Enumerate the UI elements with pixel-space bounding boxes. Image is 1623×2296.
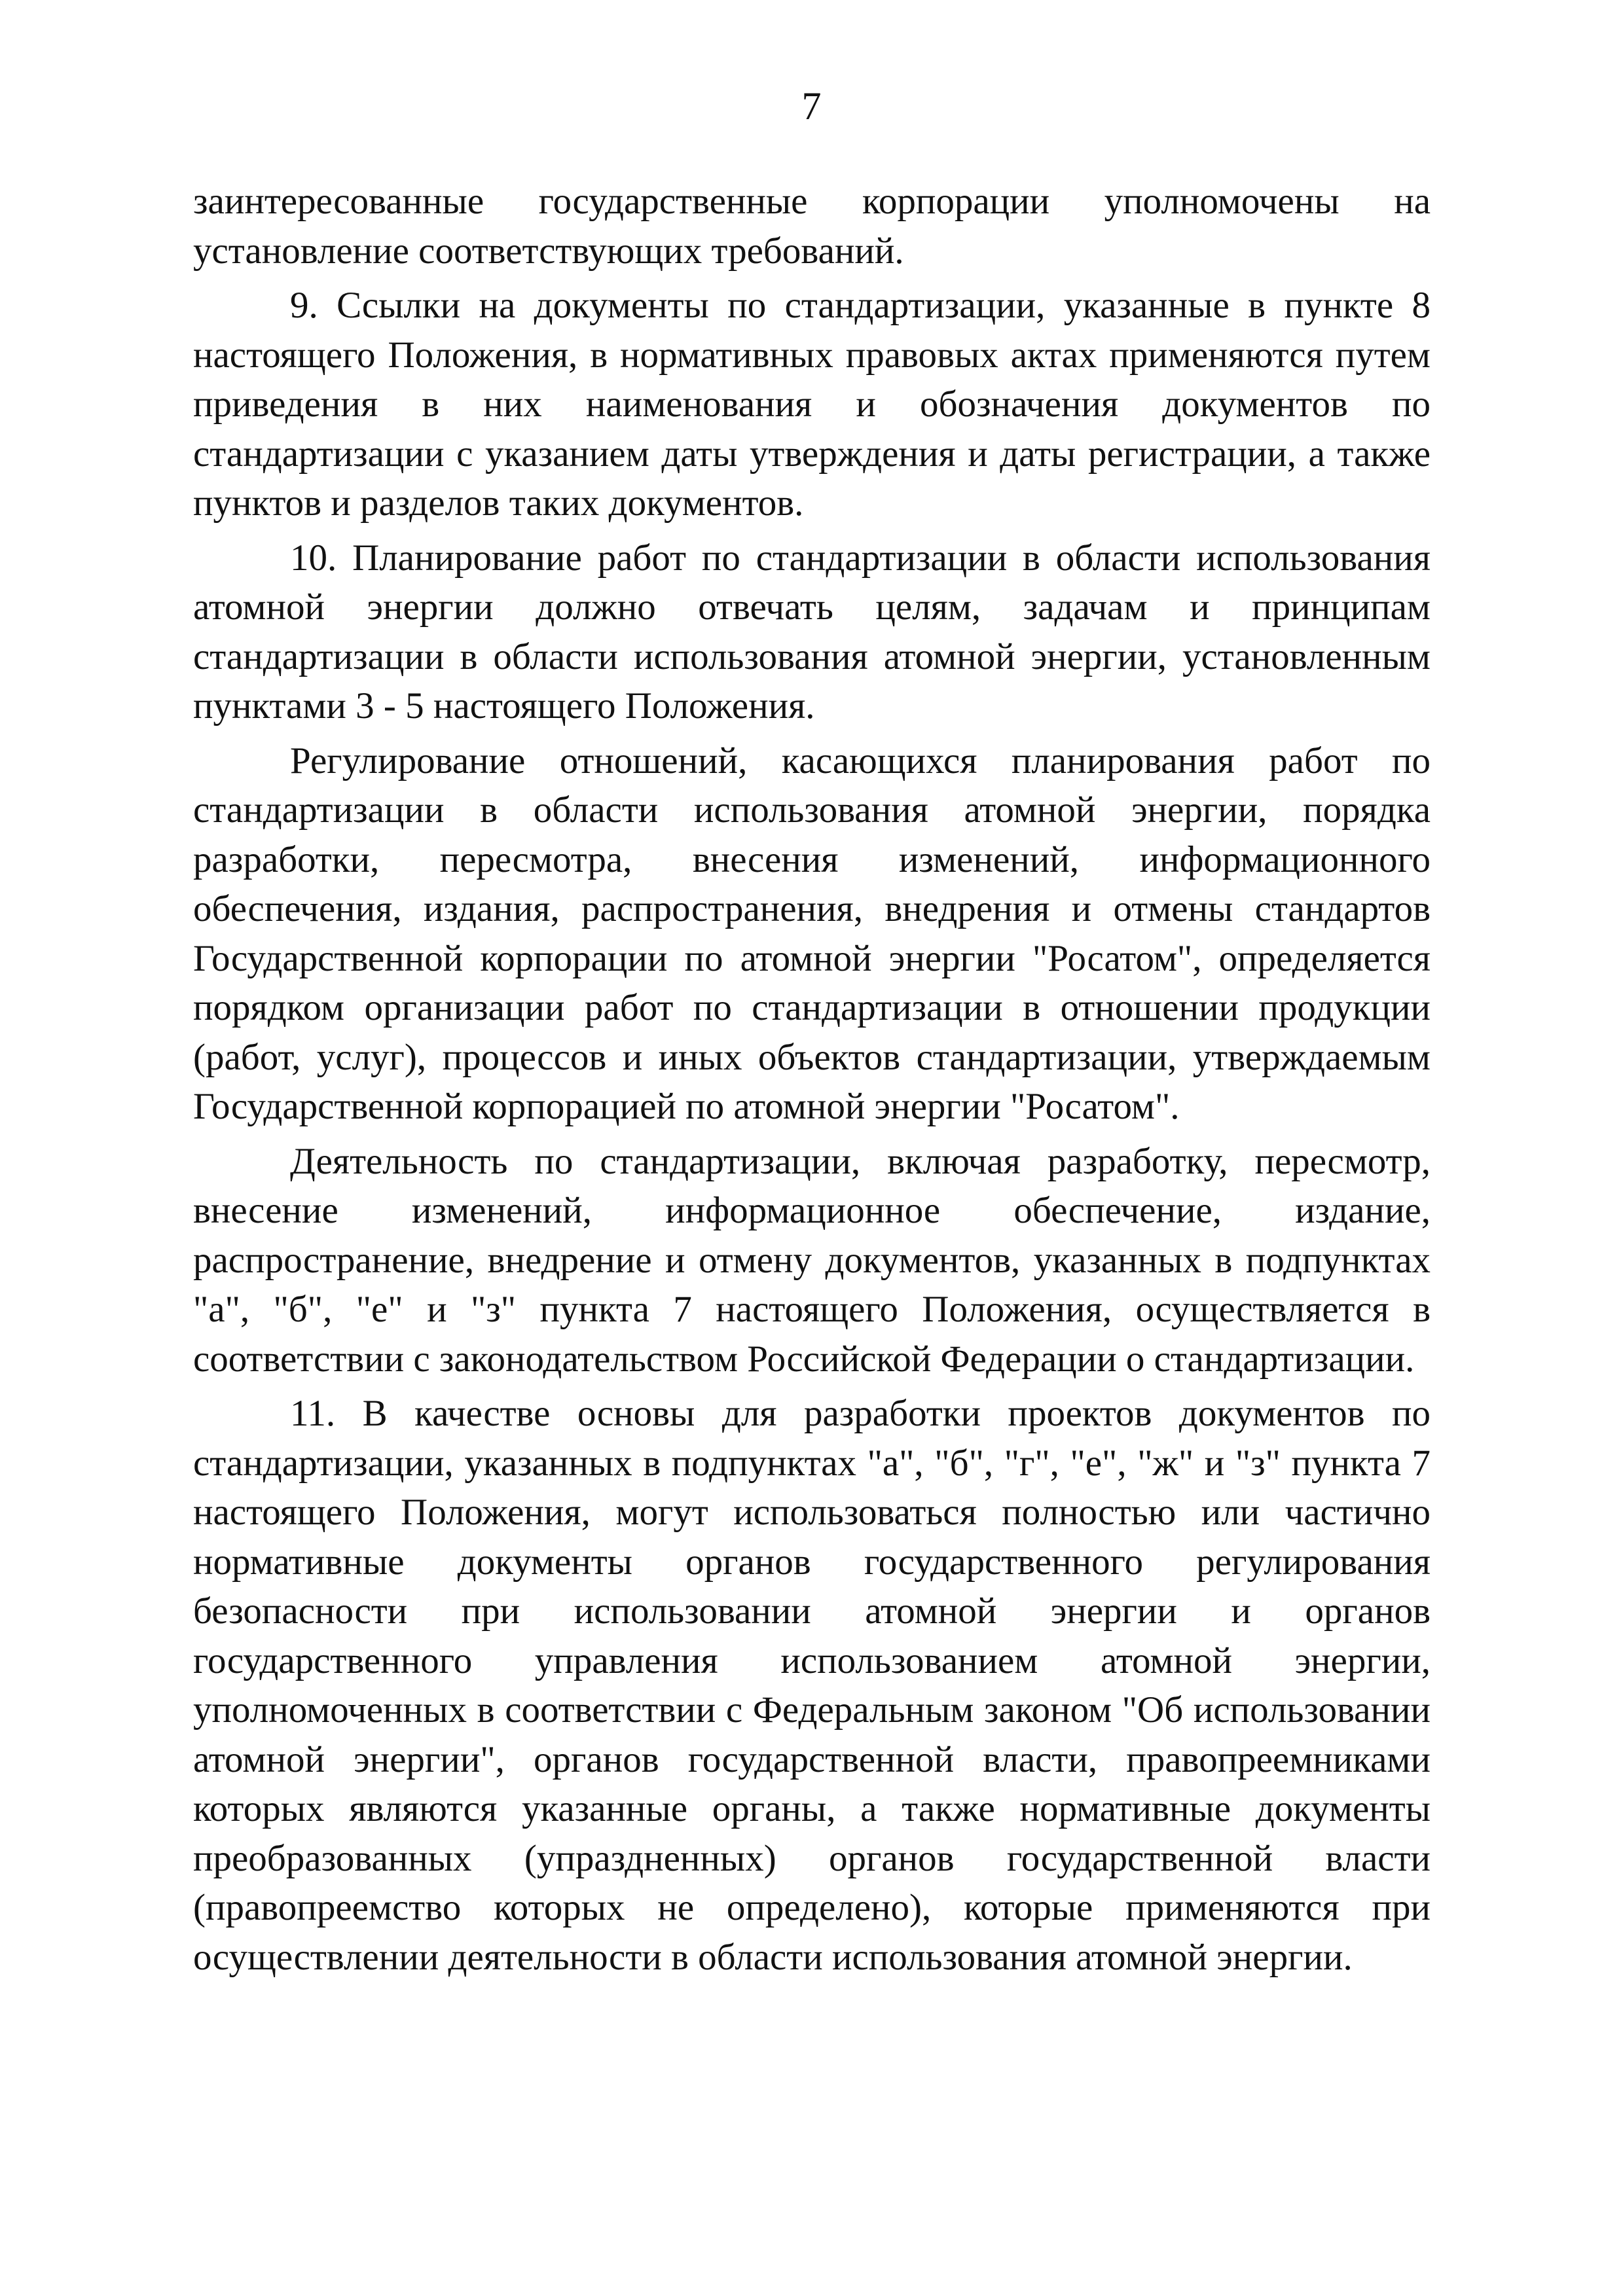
paragraph-activity: Деятельность по стандартизации, включая разработку, пересмотр, внесение изменений, информационное обеспечение, издание, распространение, внедрение и отмену документов, указанных в подпунктах "а", "б", "е" и "з" пункта 7 настоящего Положения, осуществляется в соответствии с законодательством Российской Федерации о стандартизации. <box>193 1140 1431 1380</box>
document-body <box>193 177 1431 1982</box>
paragraph-continuation: заинтересованные государственные корпорации уполномочены на установление соответствующих требований. <box>193 181 1431 272</box>
paragraph-item-10: 10. Планирование работ по стандартизации в области использования атомной энергии должно отвечать целям, задачам и принципам стандартизации в области использования атомной энергии, установленным пунктами 3 - 5 настоящего Положения. <box>193 537 1431 726</box>
paragraph-item-9: 9. Ссылки на документы по стандартизации, указанные в пункте 8 настоящего Положения, в нормативных правовых актах применяются путем приведения в них наименования и обозначения документов по стандартизации с указанием даты утверждения и даты регистрации, а также пунктов и разделов таких документов. <box>193 285 1431 524</box>
paragraph-item-11: 11. В качестве основы для разработки проектов документов по стандартизации, указанных в подпунктах "а", "б", "г", "е", "ж" и "з" пункта 7 настоящего Положения, могут использоваться полностью или частично нормативные документы органов государственного регулирования безопасности при использовании атомной энергии и органов государственного управления использованием атомной энергии, уполномоченных в соответствии с Федеральным законом "Об использовании атомной энергии", органов государственной власти, правопреемниками которых являются указанные органы, а также нормативные документы преобразованных (упраздненных) органов государственной власти (правопреемство которых не определено), которые применяются при осуществлении деятельности в области использования атомной энергии. <box>193 1393 1431 1978</box>
paragraph-regulation: Регулирование отношений, касающихся планирования работ по стандартизации в области использования атомной энергии, порядка разработки, пересмотра, внесения изменений, информационного обеспечения, издания, распространения, внедрения и отмены стандартов Государственной корпорации по атомной энергии "Росатом", определяется порядком организации работ по стандартизации в отношении продукции (работ, услуг), процессов и иных объектов стандартизации, утверждаемым Государственной корпорацией по атомной энергии "Росатом". <box>193 740 1431 1127</box>
page-number: 7 <box>801 84 822 128</box>
